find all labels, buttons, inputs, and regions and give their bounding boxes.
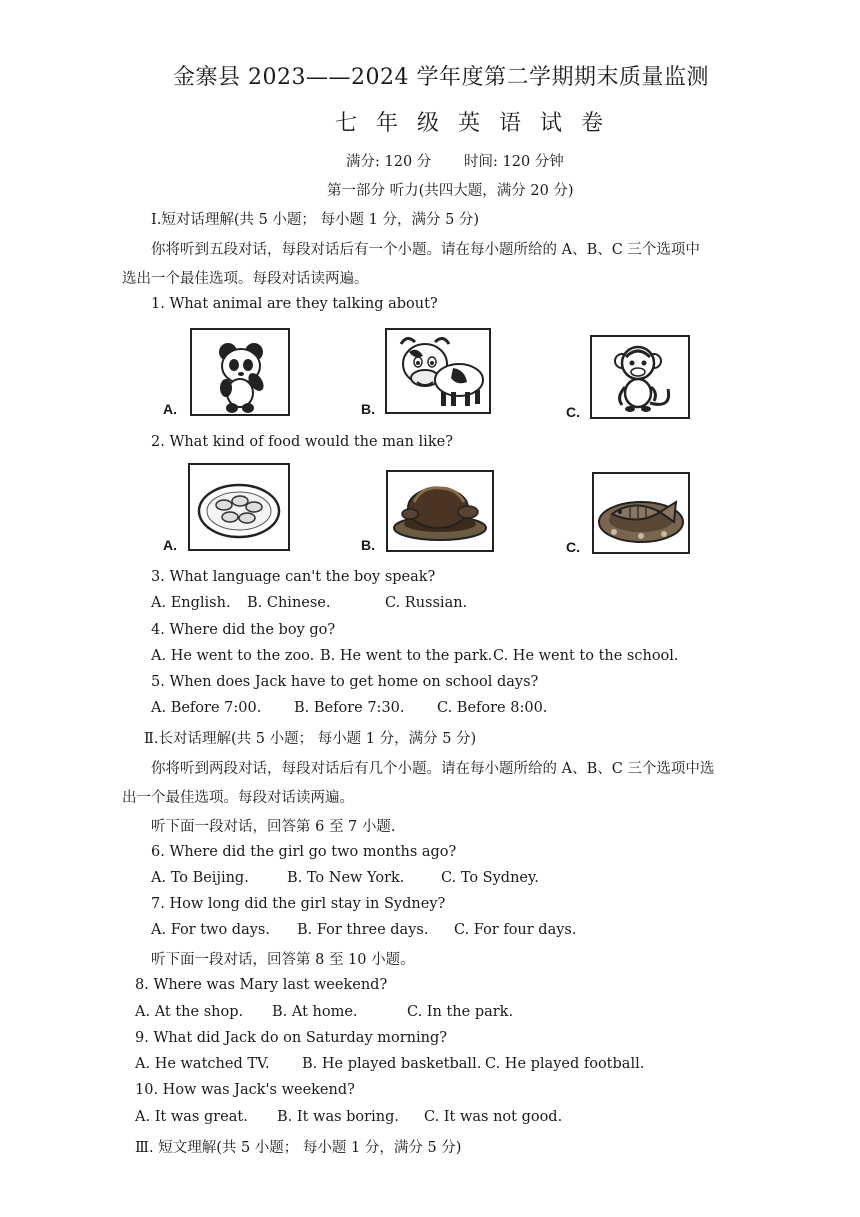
q9-option-c: C. He played football. bbox=[485, 1056, 645, 1072]
question-7: 7. How long did the girl stay in Sydney? bbox=[151, 896, 446, 912]
q10-option-b: B. It was boring. bbox=[277, 1109, 399, 1125]
group-2-instructions: 听下面一段对话，回答第 8 至 10 小题。 bbox=[151, 952, 415, 968]
q1-label-c: C. bbox=[566, 404, 580, 420]
section1-instructions-2: 选出一个最佳选项。每段对话读两遍。 bbox=[122, 271, 369, 287]
q1-label-b: B. bbox=[361, 401, 375, 417]
section3-heading: Ⅲ. 短文理解(共 5 小题； 每小题 1 分，满分 5 分) bbox=[135, 1140, 462, 1156]
question-4: 4. Where did the boy go? bbox=[151, 622, 336, 638]
q4-option-a: A. He went to the zoo. bbox=[151, 648, 315, 664]
q9-option-a: A. He watched TV. bbox=[135, 1056, 270, 1072]
q3-option-c: C. Russian. bbox=[385, 595, 468, 611]
exam-title: 金寨县 2023——2024 学年度第二学期期末质量监测 bbox=[173, 65, 709, 90]
q4-option-c: C. He went to the school. bbox=[493, 648, 679, 664]
q7-option-b: B. For three days. bbox=[297, 922, 429, 938]
section1-heading: I.短对话理解(共 5 小题； 每小题 1 分，满分 5 分) bbox=[151, 212, 480, 228]
q8-option-c: C. In the park. bbox=[407, 1004, 514, 1020]
q4-option-b: B. He went to the park. bbox=[320, 648, 493, 664]
q3-option-a: A. English. bbox=[151, 595, 231, 611]
q5-option-c: C. Before 8:00. bbox=[437, 700, 548, 716]
cow-picture bbox=[385, 328, 491, 414]
q10-option-c: C. It was not good. bbox=[424, 1109, 563, 1125]
q8-option-a: A. At the shop. bbox=[135, 1004, 244, 1020]
q6-option-c: C. To Sydney. bbox=[441, 870, 539, 886]
part1-heading: 第一部分 听力(共四大题，满分 20 分) bbox=[327, 183, 574, 199]
time-limit: 时间: 120 分钟 bbox=[464, 154, 564, 170]
fish-picture bbox=[592, 472, 690, 554]
question-6: 6. Where did the girl go two months ago? bbox=[151, 844, 457, 860]
q5-option-b: B. Before 7:30. bbox=[294, 700, 405, 716]
dumplings-picture bbox=[188, 463, 290, 551]
q1-label-a: A. bbox=[163, 401, 177, 417]
question-2: 2. What kind of food would the man like? bbox=[151, 434, 453, 450]
q7-option-c: C. For four days. bbox=[454, 922, 577, 938]
q6-option-a: A. To Beijing. bbox=[151, 870, 249, 886]
question-5: 5. When does Jack have to get home on school days? bbox=[151, 674, 539, 690]
section2-instructions-2: 出一个最佳选项。每段对话读两遍。 bbox=[122, 790, 354, 806]
q2-label-b: B. bbox=[361, 537, 375, 553]
group-1-instructions: 听下面一段对话，回答第 6 至 7 小题. bbox=[151, 819, 396, 835]
monkey-picture bbox=[590, 335, 690, 419]
exam-subtitle: 七 年 级 英 语 试 卷 bbox=[335, 111, 609, 136]
full-score: 满分: 120 分 bbox=[346, 154, 432, 170]
panda-picture bbox=[190, 328, 290, 416]
q2-label-a: A. bbox=[163, 537, 177, 553]
q3-option-b: B. Chinese. bbox=[247, 595, 331, 611]
q6-option-b: B. To New York. bbox=[287, 870, 405, 886]
section1-instructions-1: 你将听到五段对话，每段对话后有一个小题。请在每小题所给的 A、B、C 三个选项中 bbox=[151, 242, 700, 258]
section2-instructions-1: 你将听到两段对话，每段对话后有几个小题。请在每小题所给的 A、B、C 三个选项中选 bbox=[151, 761, 715, 777]
q8-option-b: B. At home. bbox=[272, 1004, 358, 1020]
section2-heading: Ⅱ.长对话理解(共 5 小题； 每小题 1 分，满分 5 分) bbox=[144, 731, 477, 747]
q10-option-a: A. It was great. bbox=[135, 1109, 248, 1125]
q5-option-a: A. Before 7:00. bbox=[151, 700, 262, 716]
question-10: 10. How was Jack's weekend? bbox=[135, 1082, 355, 1098]
question-9: 9. What did Jack do on Saturday morning? bbox=[135, 1030, 448, 1046]
question-3: 3. What language can't the boy speak? bbox=[151, 569, 436, 585]
roast-chicken-picture bbox=[386, 470, 494, 552]
q7-option-a: A. For two days. bbox=[151, 922, 270, 938]
question-1: 1. What animal are they talking about? bbox=[151, 296, 438, 312]
q9-option-b: B. He played basketball. bbox=[302, 1056, 482, 1072]
question-8: 8. Where was Mary last weekend? bbox=[135, 977, 388, 993]
q2-label-c: C. bbox=[566, 539, 580, 555]
